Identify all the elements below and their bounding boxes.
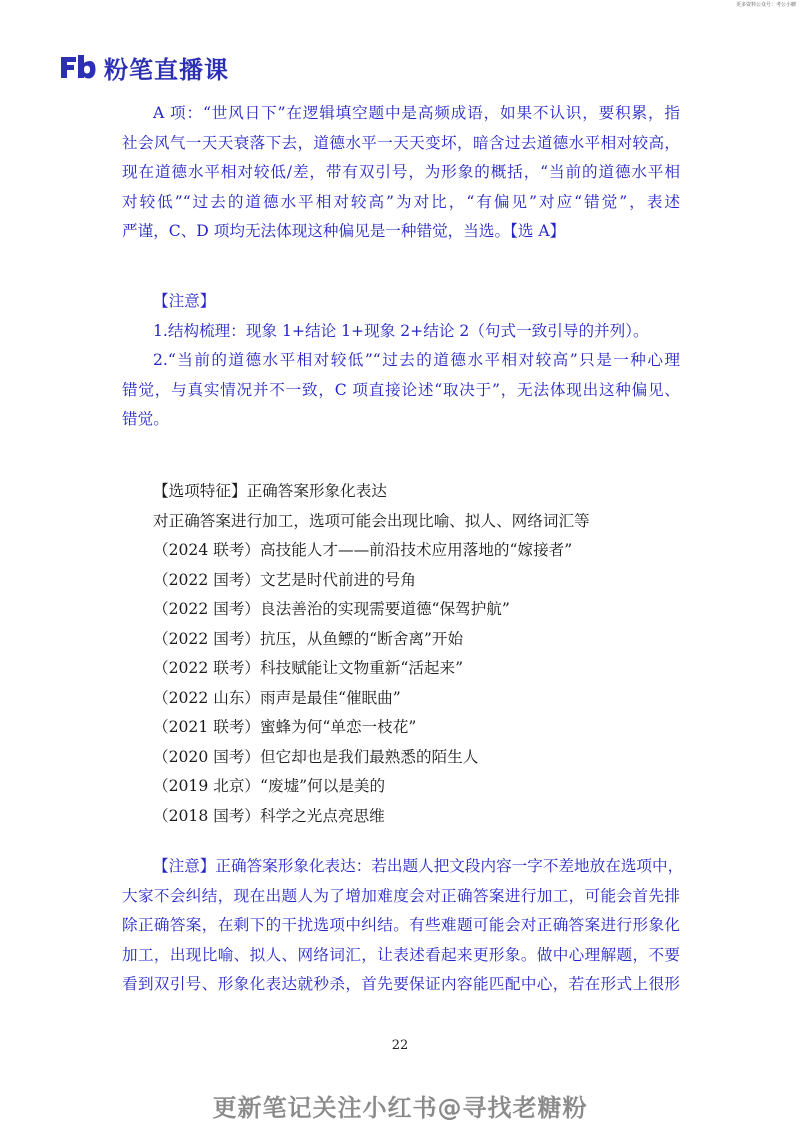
text-line: 现在道德水平相对较低/差，带有双引号，为形象的概括，“当前的道德水平相	[122, 163, 680, 181]
text-line: 除正确答案，在剩下的干扰选项中纠结。有些难题可能会对正确答案进行形象化	[122, 916, 680, 934]
text-line: A 项：“世风日下”在逻辑填空题中是高频成语，如果不认识，要积累，指	[153, 104, 680, 122]
note-title: 【注意】	[153, 292, 216, 310]
features-title: 【选项特征】正确答案形象化表达	[153, 482, 387, 500]
brand-name: 粉笔直播课	[104, 55, 229, 84]
top-note: 更多资料公众号：考公小糖	[735, 2, 796, 8]
note-line: 错觉。	[122, 410, 169, 428]
watermark-text: 更新笔记关注小红书@寻找老糖粉	[212, 1094, 588, 1122]
features-intro: 对正确答案进行加工，选项可能会出现比喻、拟人、网络词汇等	[153, 511, 590, 530]
note-line: 错觉，与真实情况并不一致，C 项直接论述“取决于”，无法体现出这种偏见、	[122, 380, 680, 399]
text-line: 社会风气一天天衰落下去，道德水平一天天变坏，暗含过去道德水平相对较高，	[122, 133, 680, 152]
analysis-option-a	[122, 99, 680, 247]
example-item: （2024 联考）高技能人才——前沿技术应用落地的“嫁接者”	[153, 541, 573, 559]
example-item: （2022 山东）雨声是最佳“催眠曲”	[153, 688, 401, 707]
note-line: 2.“当前的道德水平相对较低”“过去的道德水平相对较高”只是一种心理	[153, 351, 680, 369]
example-item: （2022 联考）科技赋能让文物重新“活起来”	[153, 659, 464, 677]
text-line: 大家不会纠结，现在出题人为了增加难度会对正确答案进行加工，可能会首先排	[122, 886, 680, 905]
note-image-expression	[122, 852, 684, 1000]
example-item: （2022 国考）抗压，从鱼鳔的“断舍离”开始	[153, 629, 464, 648]
text-line: 【注意】正确答案形象化表达：若出题人把文段内容一字不差地放在选项中，	[153, 857, 684, 875]
example-item: （2020 国考）但它却也是我们最熟悉的陌生人	[153, 747, 479, 766]
text-line: 看到双引号、形象化表达就秒杀，首先要保证内容能匹配中心，若在形式上很形	[122, 975, 680, 993]
example-item: （2022 国考）文艺是时代前进的号角	[153, 570, 416, 589]
text-line: 对较低”“过去的道德水平相对较高”为对比，“有偏见”对应“错觉”，表述	[122, 192, 680, 211]
example-item: （2018 国考）科学之光点亮思维	[153, 806, 385, 825]
example-item: （2022 国考）良法善治的实现需要道德“保驾护航”	[153, 600, 510, 618]
fb-logo-icon	[58, 54, 96, 80]
text-line: 严谨，C、D 项均无法体现这种偏见是一种错觉，当选。【选 A】	[122, 222, 566, 240]
text-line: 加工，出现比喻、拟人、网络词汇，让表述看起来更形象。做中心理解题，不要	[122, 945, 680, 964]
example-item: （2019 北京）“废墟”何以是美的	[153, 777, 386, 795]
note-line: 1.结构梳理：现象 1+结论 1+现象 2+结论 2（句式一致引导的并列）。	[153, 321, 649, 340]
option-features-section	[122, 477, 680, 831]
page-number: 22	[391, 1038, 409, 1053]
brand-logo	[58, 52, 229, 82]
example-item: （2021 联考）蜜蜂为何“单恋一枝花”	[153, 718, 417, 736]
note-section	[122, 287, 680, 435]
